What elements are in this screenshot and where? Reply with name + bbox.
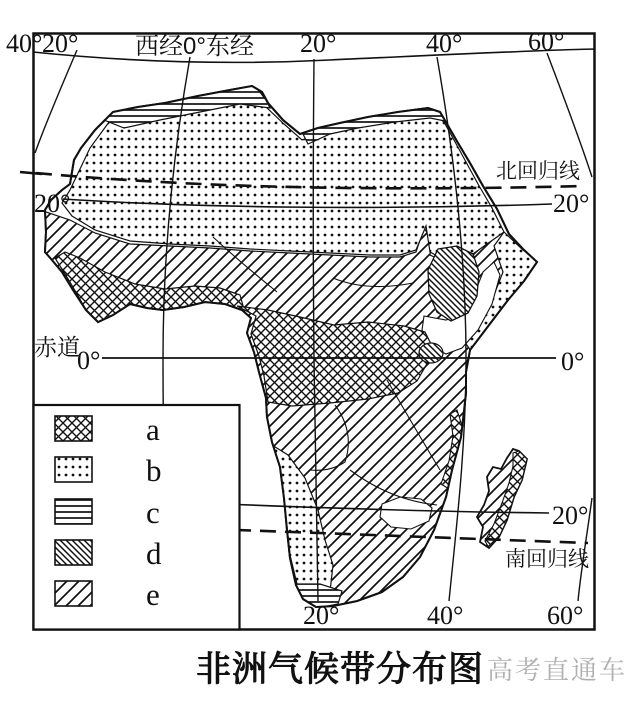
legend-label-b: b (146, 453, 162, 488)
equator-deg-right: 0° (561, 347, 585, 376)
lon-label-40e-top: 40° (426, 29, 463, 58)
lat-label-20n-left: 20° (34, 189, 71, 218)
equator-name-label: 赤道 (34, 334, 80, 360)
lon-label-20e-top: 20° (300, 29, 337, 58)
legend-swatch-crosshatch (55, 416, 92, 441)
lon-label-40e-bottom: 40° (427, 601, 464, 630)
lon-label-40w-top: 40° (6, 29, 43, 58)
legend-label-e: e (146, 577, 160, 612)
legend-swatch-dots (55, 457, 92, 482)
legend-swatch-horizontal-lines (55, 499, 92, 524)
tropic-of-capricorn-label: 南回归线 (505, 548, 589, 571)
prime-meridian-label: 西经0°东经 (135, 33, 254, 60)
equator-deg-left: 0° (77, 346, 101, 375)
legend-label-d: d (146, 536, 162, 571)
lon-label-20e-bottom: 20° (303, 601, 340, 630)
lat-label-20s-right: 20° (552, 501, 589, 530)
legend-swatch-diagonal-dense (55, 540, 92, 565)
lat-label-20n-right: 20° (553, 189, 590, 218)
tropic-of-cancer-label: 北回归线 (496, 160, 580, 183)
lon-label-60e-bottom: 60° (547, 601, 584, 630)
map-title: 非洲气候带分布图 (196, 650, 485, 689)
watermark: 高考直通车 (487, 655, 627, 685)
legend-swatch-diagonal-wide (55, 581, 92, 606)
lon-label-60e-top: 60° (528, 27, 565, 56)
legend-label-a: a (146, 412, 160, 447)
legend (34, 405, 240, 630)
region-dense-diagonal-spot (419, 343, 443, 363)
legend-label-c: c (146, 495, 160, 530)
lon-label-20w-top: 20° (42, 29, 79, 58)
